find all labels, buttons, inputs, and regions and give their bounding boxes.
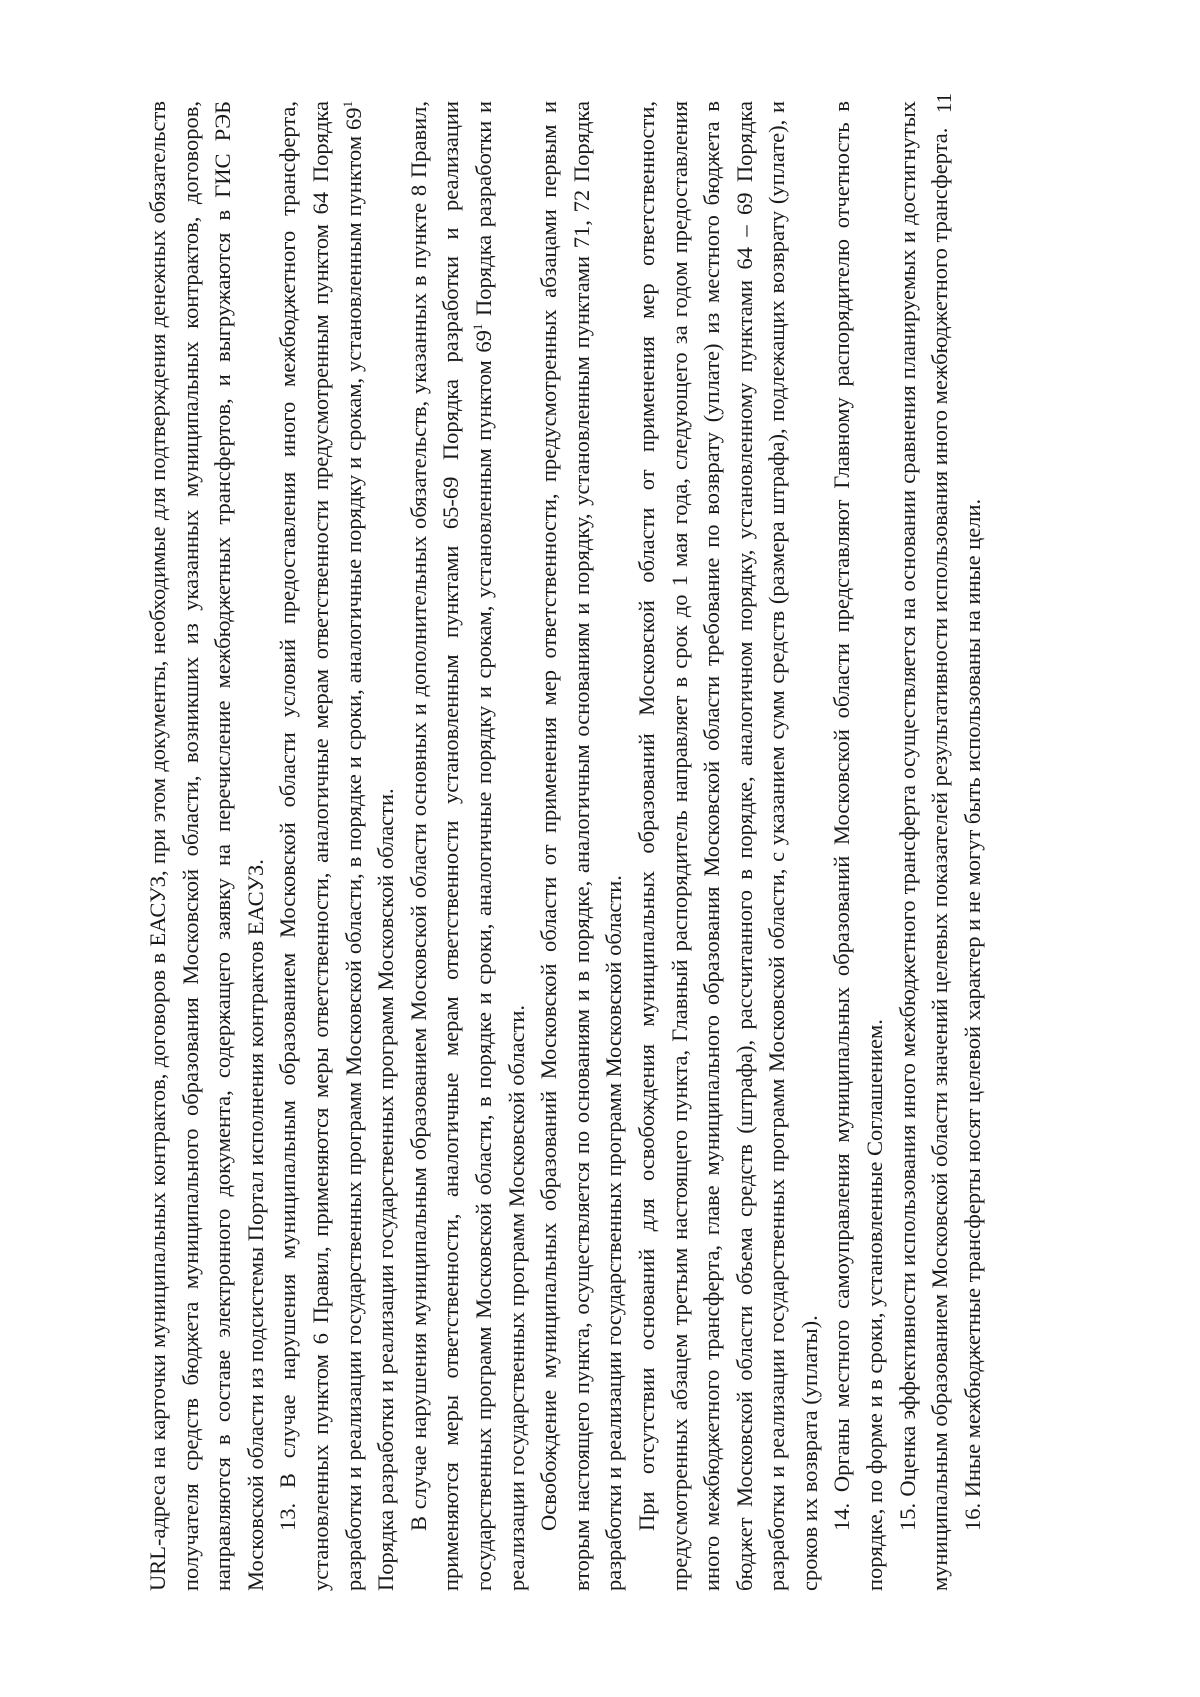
- paragraph-item-15: 15. Оценка эффективности использования иного межбюджетного трансферта осуществляется на основании сравнения планируемых и достигнутых муниципальным образованием Московской области значений целевых показателей результативности использования иного межбюджетного трансферта.: [894, 101, 953, 1591]
- superscript-mark: 1: [469, 323, 485, 331]
- paragraph-item-14: 14. Органы местного самоуправления муниципальных образований Московской области представляют Главному распорядителю отчетность в порядке, по форме и в сроки, установленные Соглашением.: [829, 101, 888, 1591]
- page-number: 11: [932, 92, 956, 114]
- paragraph-item-13-tail: Порядка разработки и реализации государственных программ Московской области.: [373, 788, 399, 1591]
- paragraph-violation-text: В случае нарушения муниципальным образованием Московской области основных и дополнительных обязательств, указанных в пункте 8 Правил, применяются меры ответственности, аналогичные мерам ответственности установленным пунктами 65-69 Порядка разработки и реализации государственных программ Московской области, в порядке и сроки, аналогичные порядку и срокам, установленным пунктом 69: [405, 101, 496, 1591]
- paragraph-item-13-text: 13. В случае нарушения муниципальным образованием Московской области условий предоставления иного межбюджетного трансферта, установленных пунктом 6 Правил, применяются меры ответственности, аналогичные мерам ответственности предусмотренным пунктом 64 Порядка разработки и реализации государственных программ Московской области, в порядке и сроки, аналогичные порядку и срокам, установленным пунктом 69: [275, 101, 366, 1591]
- paragraph-refund-demand: При отсутствии оснований для освобождения муниципальных образований Московской области от применения мер ответственности, предусмотренных абзацем третьим настоящего пункта, Главный распорядитель направляет в срок до 1 мая года, следующего за годом предоставления иного межбюджетного трансферта, главе муниципального образования Московской области требование по возврату (уплате) из местного бюджета в бюджет Московской области объема средств (штрафа), рассчитанного в порядке, аналогичном порядку, установленному пунктами 64 – 69 Порядка разработки и реализации государственных программ Московской области, с указанием сумм средств (размера штрафа), подлежащих возврату (уплате), и сроков их возврата (уплаты).: [633, 101, 822, 1591]
- paragraph-url-addresses: URL-адреса на карточки муниципальных контрактов, договоров в ЕАСУЗ, при этом документы, необходимые для подтверждения денежных обязательств получателя средств бюджета муниципального образования Московской области, возникших из указанных муниципальных контрактов, договоров, направляются в составе электронного документа, содержащего заявку на перечисление межбюджетных трансфертов, и выгружаются в ГИС РЭБ Московской области из подсистемы Портал исполнения контрактов ЕАСУЗ.: [145, 101, 268, 1591]
- document-body: [142, 101, 989, 1591]
- paragraph-exemption: Освобождение муниципальных образований Московской области от применения мер ответственности, предусмотренных абзацами первым и вторым настоящего пункта, осуществляется по основаниям и в порядке, аналогичным основаниям и порядку, установленным пунктами 71, 72 Порядка разработки и реализации государственных программ Московской области.: [536, 101, 627, 1591]
- paragraph-violation-obligations: [403, 101, 533, 1591]
- superscript-mark: 1: [339, 101, 355, 108]
- rotated-text-frame: [120, 73, 1080, 1623]
- paragraph-item-16: 16. Иные межбюджетные трансферты носят целевой характер и не могут быть использованы на иные цели.: [959, 498, 985, 1531]
- paragraph-item-13: [272, 101, 402, 1591]
- paragraph-violation-tail: Порядка разработки и реализации государственных программ Московской области.: [470, 100, 529, 1591]
